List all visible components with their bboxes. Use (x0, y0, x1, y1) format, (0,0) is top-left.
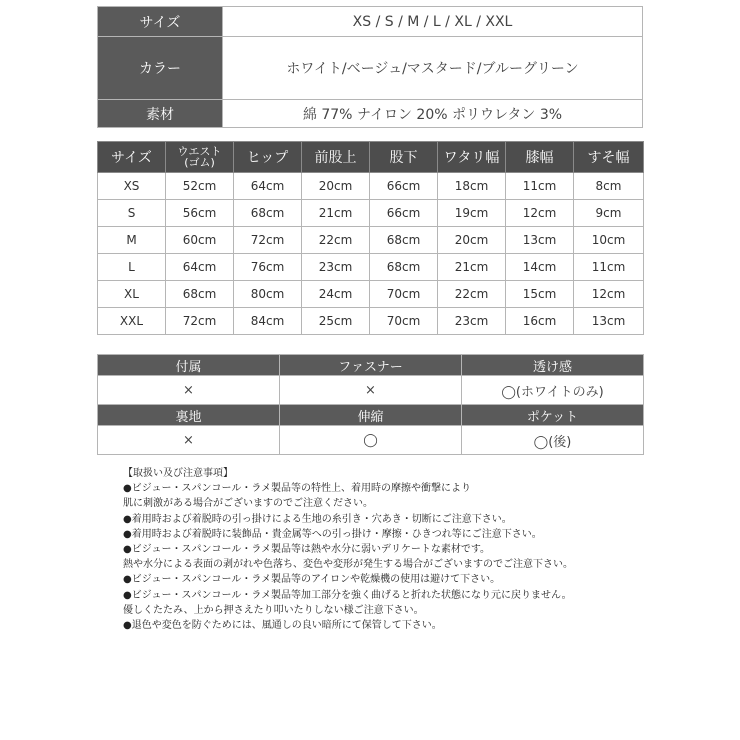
size-value-cell: 22cm (438, 281, 506, 308)
care-notes (123, 466, 723, 633)
size-value-cell: 13cm (574, 308, 644, 335)
feature-value-zipper: × (280, 376, 462, 405)
size-value-cell: 24cm (302, 281, 370, 308)
size-value-cell: 23cm (438, 308, 506, 335)
size-label-cell: S (98, 200, 166, 227)
size-value-cell: 56cm (166, 200, 234, 227)
size-value-cell: 70cm (370, 281, 438, 308)
header-waist (166, 142, 234, 173)
size-chart-header-row (98, 142, 644, 173)
features-value-row-2 (98, 426, 644, 455)
size-value-cell: 11cm (574, 254, 644, 281)
size-value-cell: 72cm (234, 227, 302, 254)
size-row (98, 254, 644, 281)
features-table (97, 354, 644, 455)
header-hem-width: すそ幅 (574, 142, 644, 173)
feature-header-accessories: 付属 (98, 355, 280, 376)
header-front-rise: 前股上 (302, 142, 370, 173)
product-info-table (97, 6, 643, 128)
info-value: 綿 77% ナイロン 20% ポリウレタン 3% (223, 100, 643, 128)
size-value-cell: 22cm (302, 227, 370, 254)
size-value-cell: 21cm (302, 200, 370, 227)
info-value: ホワイト/ベージュ/マスタード/ブルーグリーン (223, 37, 643, 100)
size-value-cell: 14cm (506, 254, 574, 281)
feature-header-sheerness: 透け感 (462, 355, 644, 376)
features-header-row-1 (98, 355, 644, 376)
feature-value-stretch: ◯ (280, 426, 462, 455)
info-row-material (98, 100, 643, 128)
size-value-cell: 10cm (574, 227, 644, 254)
size-value-cell: 76cm (234, 254, 302, 281)
note-line: ●退色や変色を防ぐためには、風通しの良い暗所にて保管して下さい。 (123, 620, 442, 632)
size-value-cell: 9cm (574, 200, 644, 227)
features-header-row-2 (98, 405, 644, 426)
info-row-color (98, 37, 643, 100)
header-knee-width: 膝幅 (506, 142, 574, 173)
info-label: サイズ (98, 7, 223, 37)
size-row (98, 308, 644, 335)
size-value-cell: 20cm (302, 173, 370, 200)
header-inseam: 股下 (370, 142, 438, 173)
size-value-cell: 60cm (166, 227, 234, 254)
size-value-cell: 68cm (370, 227, 438, 254)
feature-header-stretch: 伸縮 (280, 405, 462, 426)
size-row (98, 173, 644, 200)
size-value-cell: 13cm (506, 227, 574, 254)
size-row (98, 200, 644, 227)
size-value-cell: 11cm (506, 173, 574, 200)
header-waist-line2: (ゴム) (184, 156, 215, 169)
size-chart-table (97, 141, 644, 335)
size-value-cell: 21cm (438, 254, 506, 281)
note-line: ●着用時および着脱時の引っ掛けによる生地の糸引き・穴あき・切断にご注意下さい。 (123, 513, 512, 525)
size-value-cell: 80cm (234, 281, 302, 308)
feature-header-zipper: ファスナー (280, 355, 462, 376)
size-value-cell: 19cm (438, 200, 506, 227)
size-label-cell: XXL (98, 308, 166, 335)
size-value-cell: 64cm (234, 173, 302, 200)
size-value-cell: 68cm (234, 200, 302, 227)
note-line: ●ビジュー・スパンコール・ラメ製品等は熱や水分に弱いデリケートな素材です。 (123, 544, 491, 556)
info-label: カラー (98, 37, 223, 100)
note-line: 優しくたたみ、上から押さえたり叩いたりしない様ご注意下さい。 (123, 604, 424, 616)
size-value-cell: 64cm (166, 254, 234, 281)
size-value-cell: 12cm (574, 281, 644, 308)
feature-value-accessories: × (98, 376, 280, 405)
note-line: ●ビジュー・スパンコール・ラメ製品等のアイロンや乾燥機の使用は避けて下さい。 (123, 574, 501, 586)
feature-value-pocket: ◯(後) (462, 426, 644, 455)
note-line: 肌に刺激がある場合がございますのでご注意ください。 (123, 498, 373, 510)
size-value-cell: 84cm (234, 308, 302, 335)
size-value-cell: 15cm (506, 281, 574, 308)
header-size: サイズ (98, 142, 166, 173)
feature-value-lining: × (98, 426, 280, 455)
size-label-cell: XL (98, 281, 166, 308)
notes-heading: 【取扱い及び注意事項】 (123, 468, 233, 479)
feature-header-pocket: ポケット (462, 405, 644, 426)
info-value: XS / S / M / L / XL / XXL (223, 7, 643, 37)
size-row (98, 227, 644, 254)
size-value-cell: 66cm (370, 173, 438, 200)
header-waist-line1: ウエスト (177, 145, 222, 158)
size-value-cell: 66cm (370, 200, 438, 227)
header-hip: ヒップ (234, 142, 302, 173)
note-line: ●着用時および着脱時に装飾品・貴金属等への引っ掛け・摩擦・ひきつれ等にご注意下さい。 (123, 528, 542, 540)
size-label-cell: XS (98, 173, 166, 200)
size-value-cell: 68cm (370, 254, 438, 281)
note-line: ●ビジュー・スパンコール・ラメ製品等加工部分を強く曲げると折れた状態になり元に戻りません。 (123, 589, 572, 601)
size-value-cell: 16cm (506, 308, 574, 335)
feature-value-sheerness: ◯(ホワイトのみ) (462, 376, 644, 405)
size-value-cell: 70cm (370, 308, 438, 335)
size-chart-body (98, 173, 644, 335)
size-value-cell: 25cm (302, 308, 370, 335)
size-value-cell: 23cm (302, 254, 370, 281)
note-line: 熱や水分による表面の剥がれや色落ち、変色や変形が発生する場合がございますのでご注意下さい。 (123, 559, 573, 571)
size-label-cell: M (98, 227, 166, 254)
size-value-cell: 12cm (506, 200, 574, 227)
size-label-cell: L (98, 254, 166, 281)
features-value-row-1 (98, 376, 644, 405)
size-row (98, 281, 644, 308)
size-value-cell: 52cm (166, 173, 234, 200)
size-value-cell: 8cm (574, 173, 644, 200)
header-thigh-width: ワタリ幅 (438, 142, 506, 173)
size-value-cell: 68cm (166, 281, 234, 308)
info-row-size (98, 7, 643, 37)
note-line: ●ビジュー・スパンコール・ラメ製品等の特性上、着用時の摩擦や衝撃により (123, 483, 472, 495)
size-value-cell: 72cm (166, 308, 234, 335)
info-label: 素材 (98, 100, 223, 128)
size-value-cell: 18cm (438, 173, 506, 200)
size-value-cell: 20cm (438, 227, 506, 254)
feature-header-lining: 裏地 (98, 405, 280, 426)
